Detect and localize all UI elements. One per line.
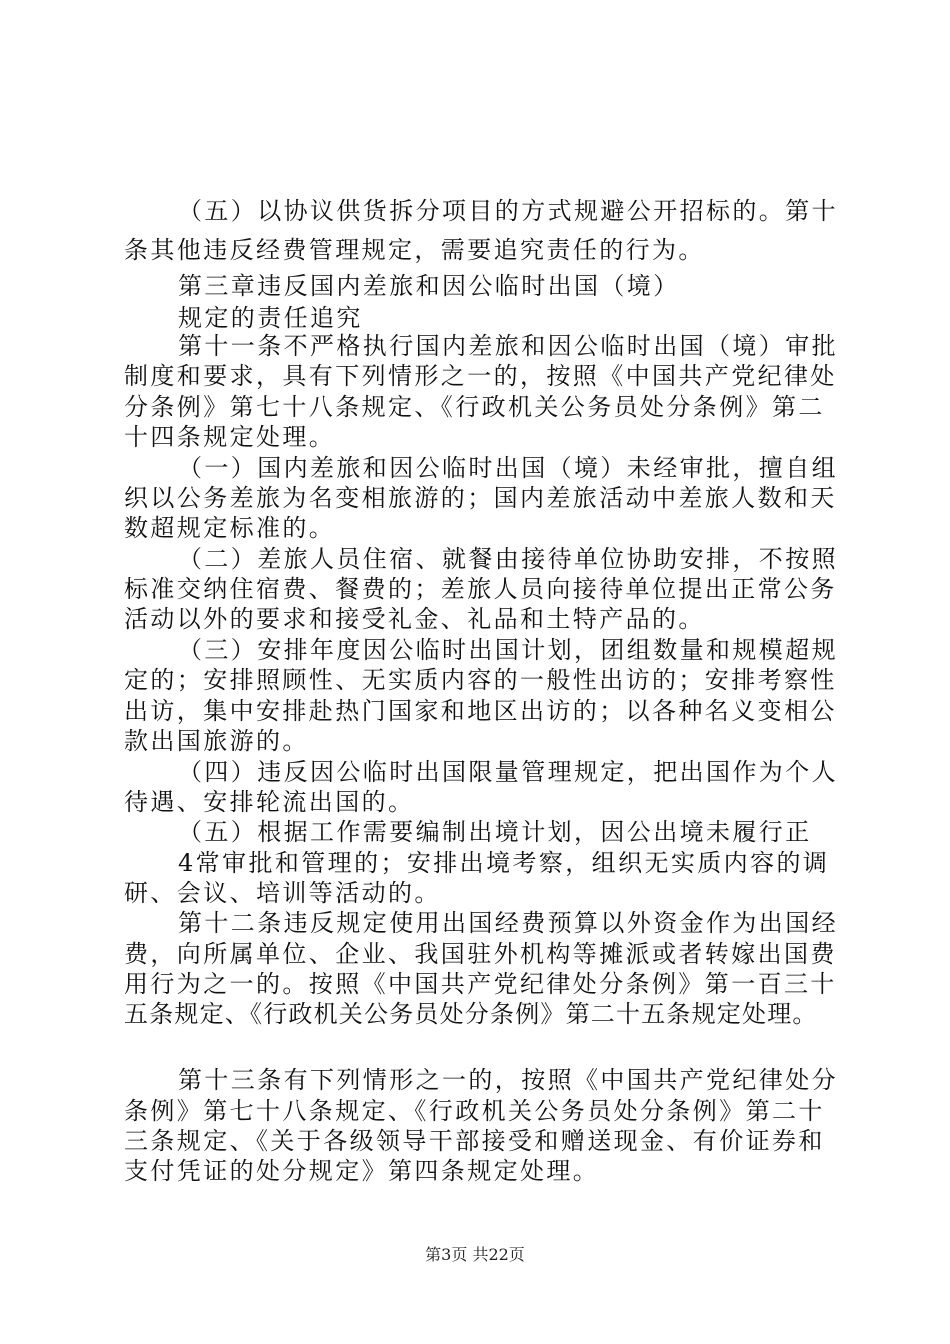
body-line-19: （四）违反因公临时出国限量管理规定，把出国作为个人 (178, 758, 838, 786)
chapter-heading-continued: 规定的责任追究 (178, 304, 363, 332)
body-line-22: 4常审批和管理的；安排出境考察，组织无实质内容的调 (178, 849, 830, 877)
chapter-heading: 第三章违反国内差旅和因公临时出国（境） (178, 272, 680, 300)
body-line-28: 第十三条有下列情形之一的，按照《中国共产党纪律处分 (178, 1066, 838, 1094)
body-line-20: 待遇、安排轮流出国的。 (124, 788, 415, 816)
body-line-7: 分条例》第七十八条规定、《行政机关公务员处分条例》第二 (124, 393, 825, 421)
body-line-11: 数超规定标准的。 (124, 514, 336, 542)
body-line-13: 标准交纳住宿费、餐费的；差旅人员向接待单位提出正常公务 (124, 575, 837, 603)
page-number-footer: 第3页 共22页 (425, 1245, 525, 1264)
body-line-25: 费，向所属单位、企业、我国驻外机构等摊派或者转嫁出国费 (124, 940, 837, 968)
body-line-23: 研、会议、培训等活动的。 (124, 879, 441, 907)
body-line-27: 五条规定、《行政机关公务员处分条例》第二十五条规定处理。 (124, 1000, 818, 1028)
body-line-18: 款出国旅游的。 (124, 727, 309, 755)
body-line-21: （五）根据工作需要编制出境计划，因公出境未履行正 (178, 818, 812, 846)
body-line-9: （一）国内差旅和因公临时出国（境）未经审批，擅自组 (178, 454, 838, 482)
body-line-5: 第十一条不严格执行国内差旅和因公临时出国（境）审批 (178, 332, 838, 360)
body-line-29: 条例》第七十八条规定、《行政机关公务员处分条例》第二十 (124, 1097, 825, 1125)
body-line-24: 第十二条违反规定使用出国经费预算以外资金作为出国经 (178, 909, 838, 937)
body-line-26: 用行为之一的。按照《中国共产党纪律处分条例》第一百三十 (124, 970, 837, 998)
body-line-14: 活动以外的要求和接受礼金、礼品和土特产品的。 (124, 605, 705, 633)
body-line-6: 制度和要求，具有下列情形之一的，按照《中国共产党纪律处 (124, 362, 837, 390)
body-line-8: 十四条规定处理。 (124, 423, 336, 451)
body-line-15: （三）安排年度因公临时出国计划，团组数量和规模超规 (178, 636, 838, 664)
body-line-2: 条其他违反经费管理规定，需要追究责任的行为。 (124, 236, 705, 264)
body-line-1: （五）以协议供货拆分项目的方式规避公开招标的。第十 (178, 197, 838, 225)
body-line-17: 出访，集中安排赴热门国家和地区出访的；以各种名义变相公 (124, 697, 837, 725)
body-line-31: 支付凭证的处分规定》第四条规定处理。 (124, 1157, 600, 1185)
body-line-12: （二）差旅人员住宿、就餐由接待单位协助安排，不按照 (178, 545, 838, 573)
body-line-30: 三条规定、《关于各级领导干部接受和赠送现金、有价证券和 (124, 1127, 825, 1155)
body-line-10: 织以公务差旅为名变相旅游的；国内差旅活动中差旅人数和天 (124, 484, 837, 512)
body-line-16: 定的；安排照顾性、无实质内容的一般性出访的；安排考察性 (124, 666, 837, 694)
